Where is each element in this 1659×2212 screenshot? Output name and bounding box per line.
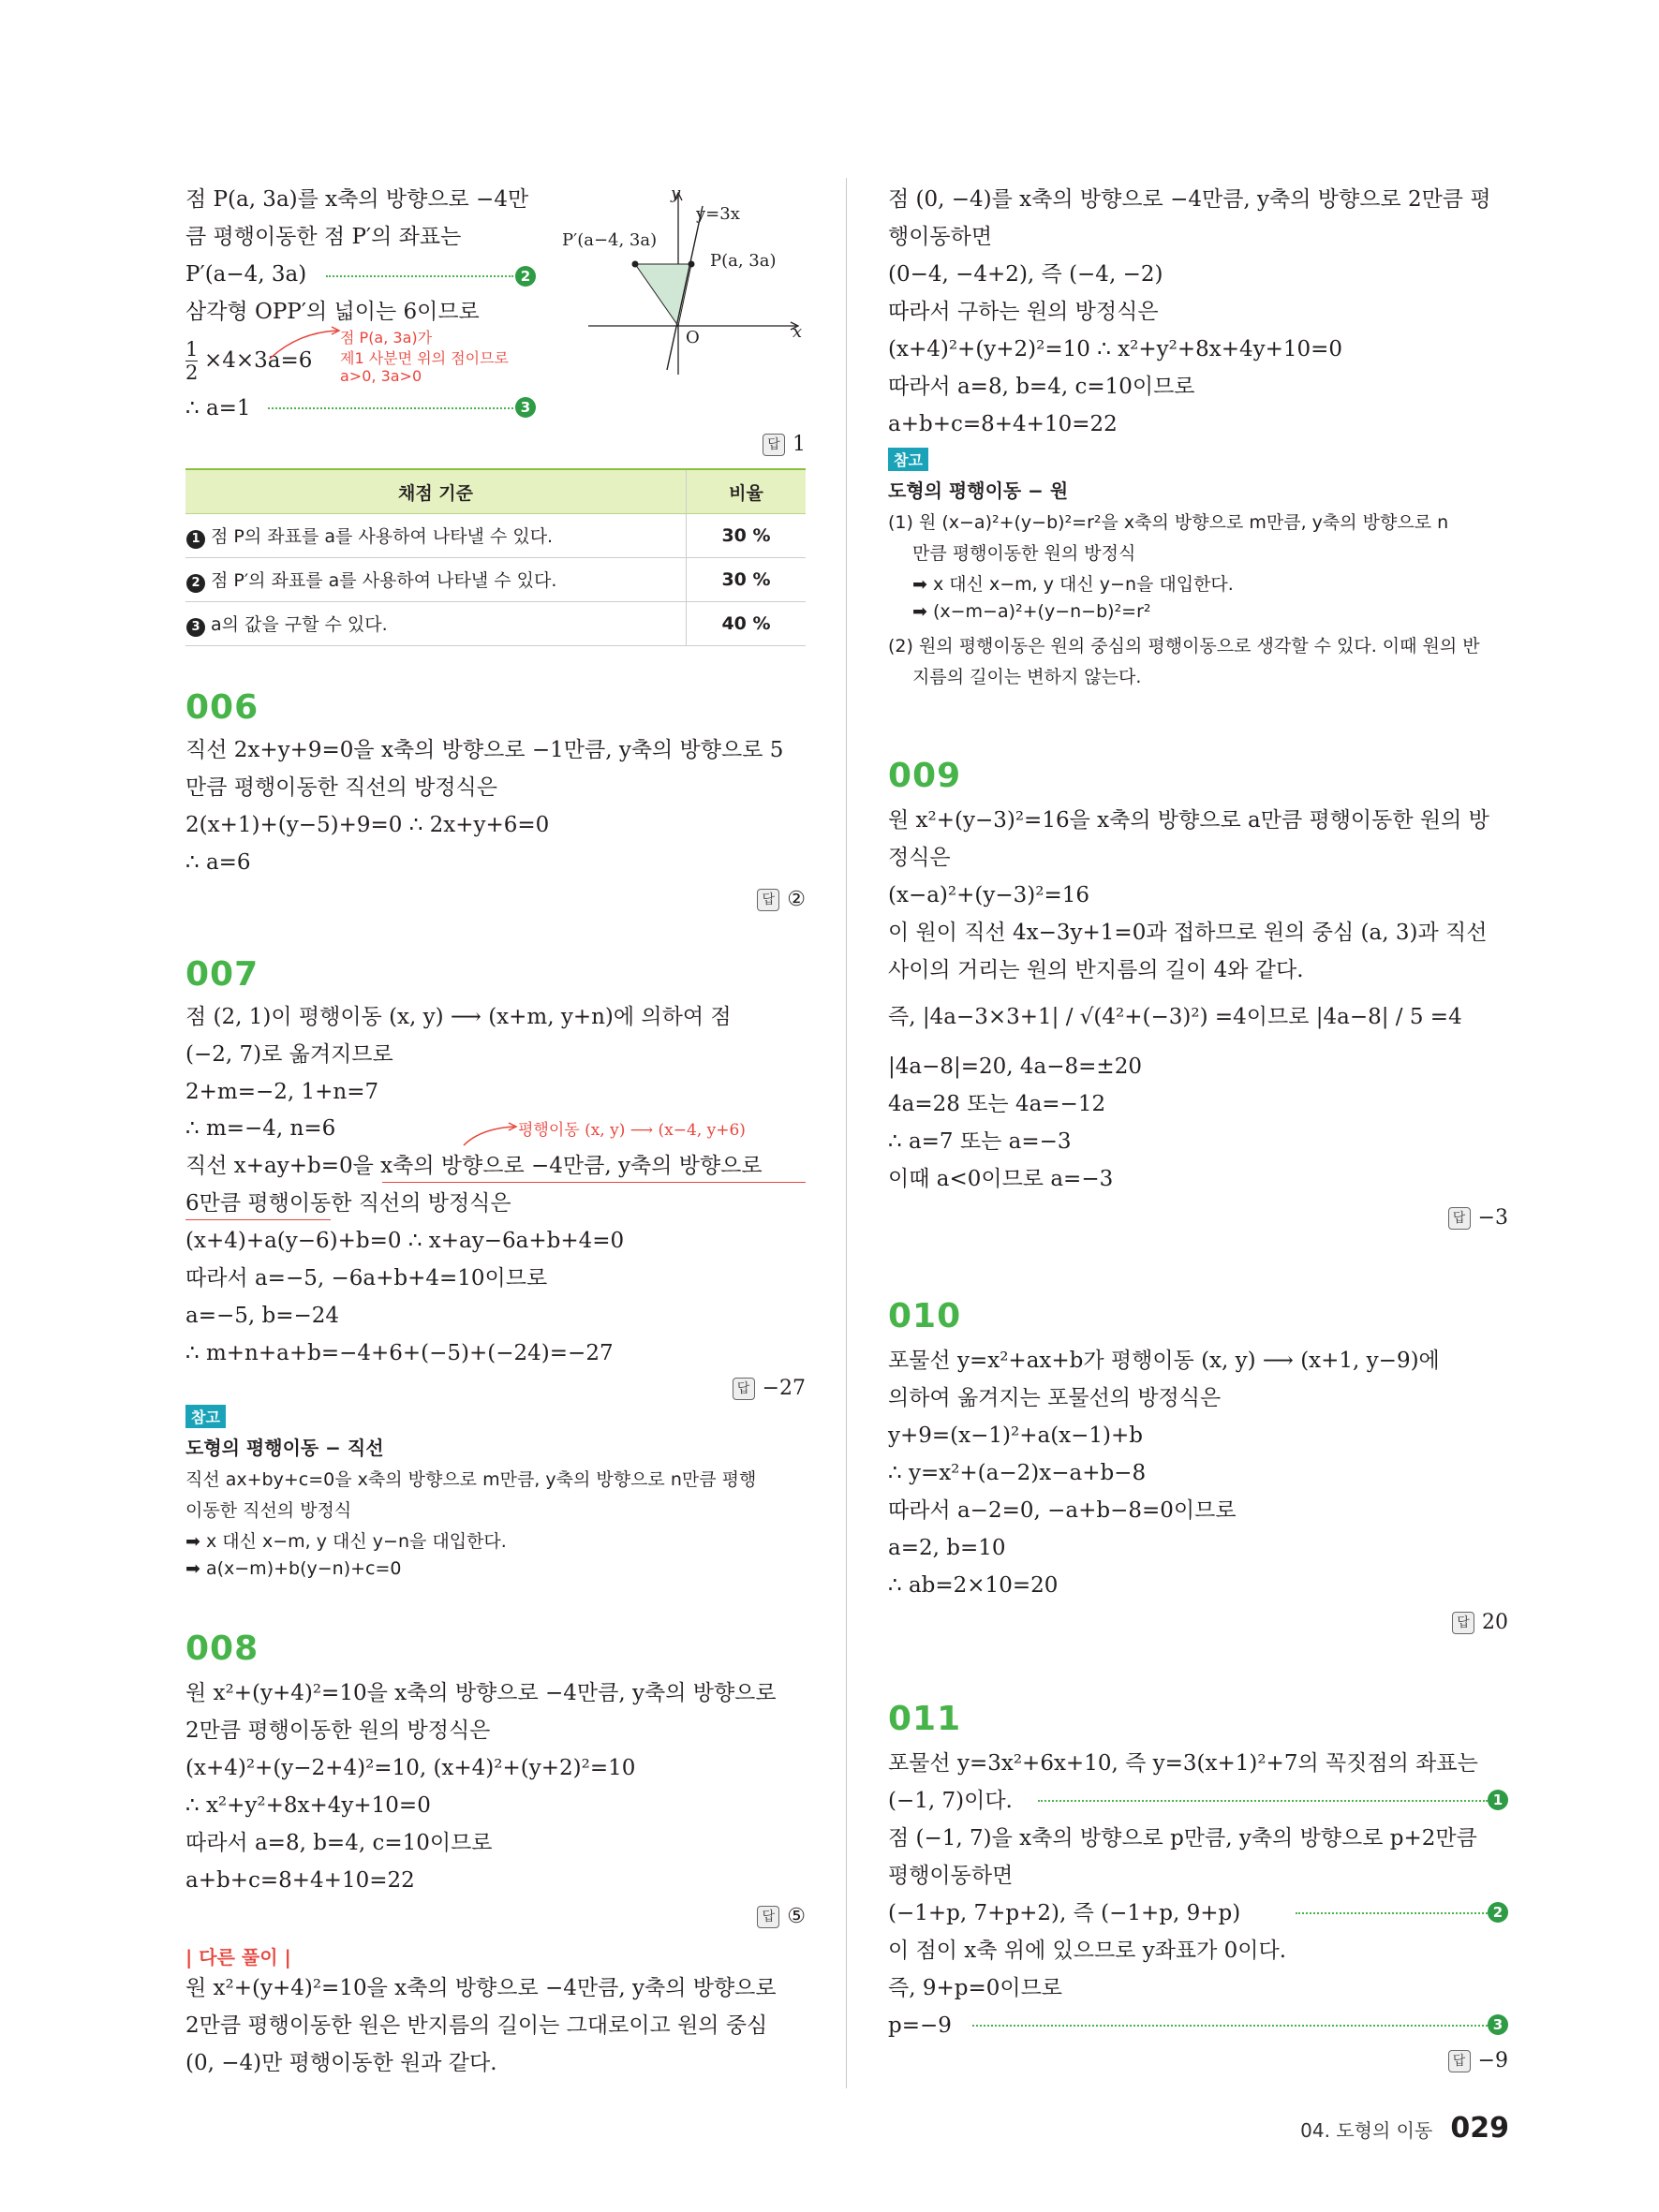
answer-value: ⑤ [787, 1905, 806, 1928]
text-line: 큼 평행이동한 점 P′의 좌표는 [185, 225, 462, 249]
dotted-leader [972, 2025, 1488, 2027]
text-line: 정식은 [888, 846, 951, 870]
fraction-half: 1 2 [185, 338, 199, 385]
answer-mark: 답 [1452, 1612, 1474, 1634]
x-axis-label: x [792, 322, 803, 342]
table-row [185, 514, 806, 558]
text-line: 직선 x+ay+b=0을 x축의 방향으로 −4만큼, y축의 방향으로 [185, 1154, 763, 1178]
dotted-leader [1296, 1912, 1488, 1914]
reference-tag: 참고 [888, 448, 928, 471]
text-line: ∴ a=6 [185, 850, 251, 875]
reference-tag: 참고 [185, 1405, 226, 1428]
text-line: (−1+p, 7+p+2), 즉 (−1+p, 9+p) [888, 1901, 1241, 1925]
text-line: 원 x²+(y+4)²=10을 x축의 방향으로 −4만큼, y축의 방향으로 [185, 1976, 777, 2000]
annot-arrow [260, 323, 345, 361]
page-number: 029 [1450, 2112, 1509, 2145]
text-line: (−1, 7)이다. [888, 1789, 1013, 1813]
annot-line: a>0, 3a>0 [340, 367, 422, 385]
reference-line: (2) 원의 평행이동은 원의 중심의 평행이동으로 생각할 수 있다. 이때 원의 반 [888, 636, 1480, 656]
ratio-cell: 30 % [687, 514, 807, 558]
answer-value: −3 [1477, 1206, 1508, 1230]
step-2-marker: 2 [515, 266, 536, 287]
answer-mark: 답 [757, 1906, 779, 1928]
point-pprime-label: P′(a−4, 3a) [562, 230, 658, 250]
scoring-table [185, 468, 806, 646]
reference-line: ➡ x 대신 x−m, y 대신 y−n을 대입한다. [912, 574, 1234, 595]
text-line: y+9=(x−1)²+a(x−1)+b [888, 1423, 1144, 1448]
reference-line: (1) 원 (x−a)²+(y−b)²=r²을 x축의 방향으로 m만큼, y축의 방향으로 n [888, 512, 1449, 533]
criterion-text: 점 P′의 좌표를 a를 사용하여 나타낼 수 있다. [211, 570, 557, 591]
text-line: ∴ a=7 또는 a=−3 [888, 1129, 1072, 1154]
answer-005 [763, 433, 806, 456]
step-3-marker: 3 [1488, 2014, 1508, 2035]
text-line: a+b+c=8+4+10=22 [888, 412, 1118, 436]
text-line: 이 점이 x축 위에 있으므로 y좌표가 0이다. [888, 1939, 1287, 1963]
text-line: 점 (0, −4)를 x축의 방향으로 −4만큼, y축의 방향으로 2만큼 평 [888, 187, 1491, 212]
text-line: 따라서 a=−5, −6a+b+4=10이므로 [185, 1266, 548, 1290]
answer-006 [757, 888, 806, 911]
coordinate-graph [579, 187, 804, 384]
text-line: ∴ ab=2×10=20 [888, 1573, 1059, 1598]
text-line: ∴ x²+y²+8x+4y+10=0 [185, 1793, 431, 1818]
answer-value: 1 [792, 433, 806, 456]
point-p-label: P(a, 3a) [710, 251, 777, 271]
text-line: a+b+c=8+4+10=22 [185, 1868, 415, 1893]
answer-mark: 답 [733, 1378, 755, 1400]
dotted-leader [326, 275, 513, 277]
text-line: a=2, b=10 [888, 1536, 1006, 1560]
text-line: 즉, 9+p=0이므로 [888, 1976, 1063, 2000]
ratio-cell: 40 % [687, 602, 807, 646]
answer-mark: 답 [757, 889, 779, 911]
problem-number: 006 [185, 688, 259, 727]
ratio-cell: 30 % [687, 558, 807, 602]
point-pprime [632, 261, 639, 268]
origin-label: O [686, 328, 700, 347]
answer-007 [733, 1377, 806, 1400]
answer-mark: 답 [1448, 1207, 1471, 1230]
dotted-leader [268, 407, 513, 409]
reference-title: 도형의 평행이동 − 직선 [185, 1437, 384, 1459]
text-line: 2만큼 평행이동한 원은 반지름의 길이는 그대로이고 원의 중심 [185, 2013, 768, 2038]
text-line: 삼각형 OPP′의 넓이는 6이므로 [185, 300, 480, 324]
dotted-leader [1038, 1800, 1488, 1802]
step-2-marker: 2 [1488, 1902, 1508, 1923]
text-line: (0−4, −4+2), 즉 (−4, −2) [888, 262, 1163, 287]
answer-value: −9 [1477, 2049, 1508, 2072]
text-line: ∴ m+n+a+b=−4+6+(−5)+(−24)=−27 [185, 1341, 614, 1365]
answer-mark: 답 [763, 434, 785, 456]
criterion-text: a의 값을 구할 수 있다. [211, 614, 388, 635]
translation-annot: 평행이동 (x, y) ⟶ (x−4, y+6) [518, 1121, 746, 1140]
text-line: (−2, 7)로 옮겨지므로 [185, 1042, 393, 1067]
table-header: 비율 [687, 469, 807, 514]
text-line: 직선 2x+y+9=0을 x축의 방향으로 −1만큼, y축의 방향으로 5 [185, 738, 784, 762]
text-line: 따라서 a=8, b=4, c=10이므로 [185, 1831, 493, 1855]
answer-008 [757, 1905, 806, 1928]
text-line: 점 P(a, 3a)를 x축의 방향으로 −4만 [185, 187, 529, 212]
text-line: 2(x+1)+(y−5)+9=0 ∴ 2x+y+6=0 [185, 813, 550, 837]
answer-value: −27 [762, 1377, 806, 1400]
problem-number: 007 [185, 955, 259, 994]
text-line: 즉, |4a−3×3+1| / √(4²+(−3)²) =4이므로 |4a−8| / 5 =4 [888, 1005, 1462, 1029]
column-divider [846, 178, 847, 2088]
step-1-marker: 1 [1488, 1790, 1508, 1810]
text-line: (x+4)²+(y+2)²=10 ∴ x²+y²+8x+4y+10=0 [888, 337, 1343, 361]
table-row [185, 602, 806, 646]
text-line: |4a−8|=20, 4a−8=±20 [888, 1054, 1142, 1079]
answer-009 [1448, 1206, 1508, 1230]
text-line: ∴ a=1 [185, 396, 251, 420]
problem-number: 008 [185, 1630, 259, 1668]
underline [185, 1219, 331, 1220]
text-line: 4a=28 또는 4a=−12 [888, 1092, 1106, 1116]
problem-number: 010 [888, 1297, 962, 1335]
text-line: 이 원이 직선 4x−3y+1=0과 접하므로 원의 중심 (a, 3)과 직선 [888, 921, 1488, 945]
text-line: 평행이동하면 [888, 1864, 1014, 1888]
chapter-label: 04. 도형의 이동 [1300, 2119, 1433, 2142]
text-line: (x−a)²+(y−3)²=16 [888, 883, 1089, 907]
step-badge: 1 [186, 530, 205, 549]
annot-line: 제1 사분면 위의 점이므로 [340, 349, 509, 367]
text-line: 2+m=−2, 1+n=7 [185, 1080, 379, 1104]
problem-number: 011 [888, 1700, 962, 1738]
text-line: 따라서 a−2=0, −a+b−8=0이므로 [888, 1498, 1237, 1523]
text-line: 점 (−1, 7)을 x축의 방향으로 p만큼, y축의 방향으로 p+2만큼 [888, 1826, 1477, 1851]
text-line: (0, −4)만 평행이동한 원과 같다. [185, 2051, 497, 2075]
point-p [689, 261, 695, 268]
answer-value: 20 [1482, 1611, 1508, 1634]
text-line: 만큼 평행이동한 직선의 방정식은 [185, 775, 497, 800]
text-line: 6만큼 평행이동한 직선의 방정식은 [185, 1191, 511, 1216]
step-badge: 3 [186, 618, 205, 637]
answer-mark: 답 [1448, 2050, 1471, 2072]
text-line: (x+4)+a(y−6)+b=0 ∴ x+ay−6a+b+4=0 [185, 1229, 625, 1253]
criterion-text: 점 P의 좌표를 a를 사용하여 나타낼 수 있다. [211, 526, 554, 547]
alt-solution-label: | 다른 풀이 | [185, 1946, 291, 1969]
answer-010 [1452, 1611, 1508, 1634]
text-line: p=−9 [888, 2013, 952, 2038]
y-axis-label: y [671, 184, 681, 203]
text-line: 점 (2, 1)이 평행이동 (x, y) ⟶ (x+m, y+n)에 의하여 점 [185, 1005, 732, 1029]
underline [382, 1182, 806, 1183]
reference-line: ➡ a(x−m)+b(y−n)+c=0 [185, 1558, 402, 1579]
text-line: ∴ m=−4, n=6 [185, 1116, 336, 1141]
reference-line: 만큼 평행이동한 원의 방정식 [912, 543, 1136, 564]
problem-number: 009 [888, 757, 962, 795]
reference-line: ➡ x 대신 x−m, y 대신 y−n을 대입한다. [185, 1531, 507, 1552]
text-line: 사이의 거리는 원의 반지름의 길이 4와 같다. [888, 958, 1304, 982]
line-label: y=3x [696, 204, 740, 224]
text-line: 의하여 옮겨지는 포물선의 방정식은 [888, 1386, 1222, 1410]
text-line: 따라서 a=8, b=4, c=10이므로 [888, 375, 1195, 399]
text-line: (x+4)²+(y−2+4)²=10, (x+4)²+(y+2)²=10 [185, 1756, 636, 1780]
text-line: 포물선 y=3x²+6x+10, 즉 y=3(x+1)²+7의 꼭짓점의 좌표는 [888, 1751, 1478, 1776]
reference-line: 이동한 직선의 방정식 [185, 1500, 352, 1521]
answer-011 [1448, 2049, 1508, 2072]
text-line: 이때 a<0이므로 a=−3 [888, 1167, 1114, 1191]
reference-line: 직선 ax+by+c=0을 x축의 방향으로 m만큼, y축의 방향으로 n만큼 평행 [185, 1469, 757, 1490]
text-line: P′(a−4, 3a) [185, 262, 307, 287]
answer-value: ② [787, 888, 806, 911]
area-equation: ×4×3a=6 [204, 348, 313, 373]
table-header: 채점 기준 [185, 469, 687, 514]
text-line: 포물선 y=x²+ax+b가 평행이동 (x, y) ⟶ (x+1, y−9)에 [888, 1349, 1440, 1373]
annot-line: 점 P(a, 3a)가 [340, 329, 433, 347]
table-row [185, 558, 806, 602]
text-line: 원 x²+(y+4)²=10을 x축의 방향으로 −4만큼, y축의 방향으로 [185, 1681, 777, 1705]
annot-arrow [462, 1119, 520, 1147]
text-line: ∴ y=x²+(a−2)x−a+b−8 [888, 1461, 1147, 1485]
reference-title: 도형의 평행이동 − 원 [888, 479, 1069, 502]
page-footer [1300, 2112, 1509, 2145]
reference-line: 지름의 길이는 변하지 않는다. [912, 667, 1142, 687]
text-line: a=−5, b=−24 [185, 1304, 340, 1328]
text-line: 2만큼 평행이동한 원의 방정식은 [185, 1718, 491, 1743]
reference-line: ➡ (x−m−a)²+(y−n−b)²=r² [912, 601, 1151, 622]
text-line: 따라서 구하는 원의 방정식은 [888, 300, 1159, 324]
text-line: 원 x²+(y−3)²=16을 x축의 방향으로 a만큼 평행이동한 원의 방 [888, 808, 1489, 833]
step-badge: 2 [186, 574, 205, 593]
text-line: 행이동하면 [888, 225, 993, 249]
step-3-marker: 3 [515, 397, 536, 418]
